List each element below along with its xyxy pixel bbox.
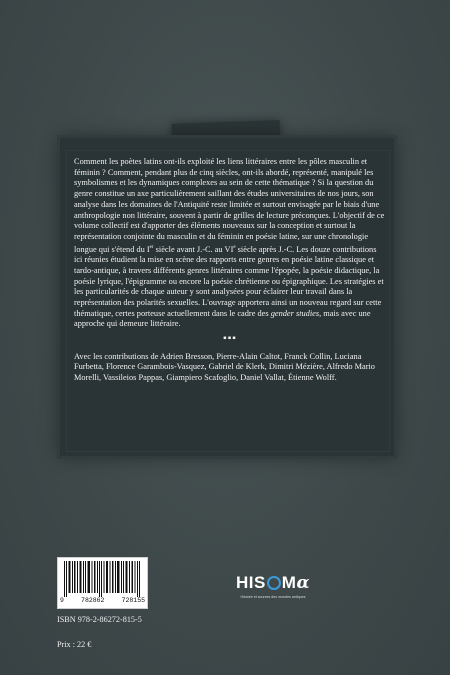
- logo-circle-icon: [267, 576, 281, 590]
- barcode-digit-first: 9: [60, 597, 64, 604]
- publisher-wordmark: [236, 573, 310, 593]
- publisher-tagline: Histoire et sources des mondes antiques: [240, 595, 306, 599]
- summary-text-part2: siècle avant J.-C. au: [153, 244, 225, 254]
- barcode-bars: [64, 561, 141, 597]
- summary-text-part4: , mais avec une approche qui demeure littéraire.: [74, 308, 371, 329]
- isbn-barcode: [57, 557, 148, 609]
- price-text: Prix : 22 €: [57, 640, 92, 649]
- roman-numeral-6: VI: [224, 244, 234, 254]
- roman-numeral-1: I: [146, 244, 150, 254]
- publisher-logo: [220, 573, 326, 613]
- summary-text-part3: siècle après J.-C. Les douze contributions ici réunies étudient la mise en scène des rapports entre genres en poésie latine classique et tardo-antique, à travers différents genres littéraires comme l'épopée, la poésie didactique, la poésie lyrique, l'épigramme ou encore la poésie chrétienne ou épigraphique. Les stratégies et les particularités de chaque auteur y sont analysées pour éclairer leur travail dans la représentation des polarités sexuelles. L'ouvrage apportera ainsi un nouveau regard sur cette thématique, certes porteuse actuellement dans le cadre des: [74, 244, 384, 318]
- logo-alpha: α: [296, 573, 311, 593]
- barcode-digit-group1: 782862: [81, 597, 105, 604]
- barcode-digits: [60, 597, 145, 604]
- logo-h: HI: [235, 573, 254, 592]
- section-separator: ▪▪▪: [223, 333, 237, 345]
- contributors-paragraph: Avec les contributions de Adrien Bresson, Pierre-Alain Caltot, Franck Collin, Luciana Furbetta, Florence Garambois-Vasquez, Gabriel de Klerk, Dimitri Mézière, Alfredo Mario Morelli, Vassileios Pappas, Giampiero Scafoglio, Daniel Vallat, Étienne Wolff.: [74, 351, 375, 383]
- superscript-er: er: [149, 244, 154, 250]
- superscript-e: e: [233, 244, 236, 250]
- logo-s: S: [253, 573, 266, 592]
- summary-text-part1: Comment les poètes latins ont-ils exploité les liens littéraires entre les pôles masculin et féminin ? Comment, pendant plus de cinq siècles, ont-ils abordé, représenté, manipulé les symbolismes et les dynamiques complexes au sein de cette thématique ? Si la question du genre constitue un axe particulièrement saillant des études universitaires de nos jours, son analyse dans les domaines de l'Antiquité reste limitée et surtout envisagée par le biais d'une anthropologie non littéraire, souvent à partir de grilles de lecture préconçues. L'objectif de ce volume collectif est d'apporter des éléments nouveaux sur la conception et surtout la représentation conjointe du masculin et du féminin en poésie latine, sur une chronologie longue qui s'étend du: [74, 157, 385, 254]
- summary-paragraph: [74, 157, 386, 330]
- gender-studies-emphasis: gender studies: [270, 308, 320, 318]
- isbn-text: ISBN 978-2-86272-815-5: [57, 615, 142, 624]
- barcode-digit-group2: 728155: [121, 597, 145, 604]
- logo-m: M: [281, 573, 297, 592]
- summary-block: [74, 157, 386, 384]
